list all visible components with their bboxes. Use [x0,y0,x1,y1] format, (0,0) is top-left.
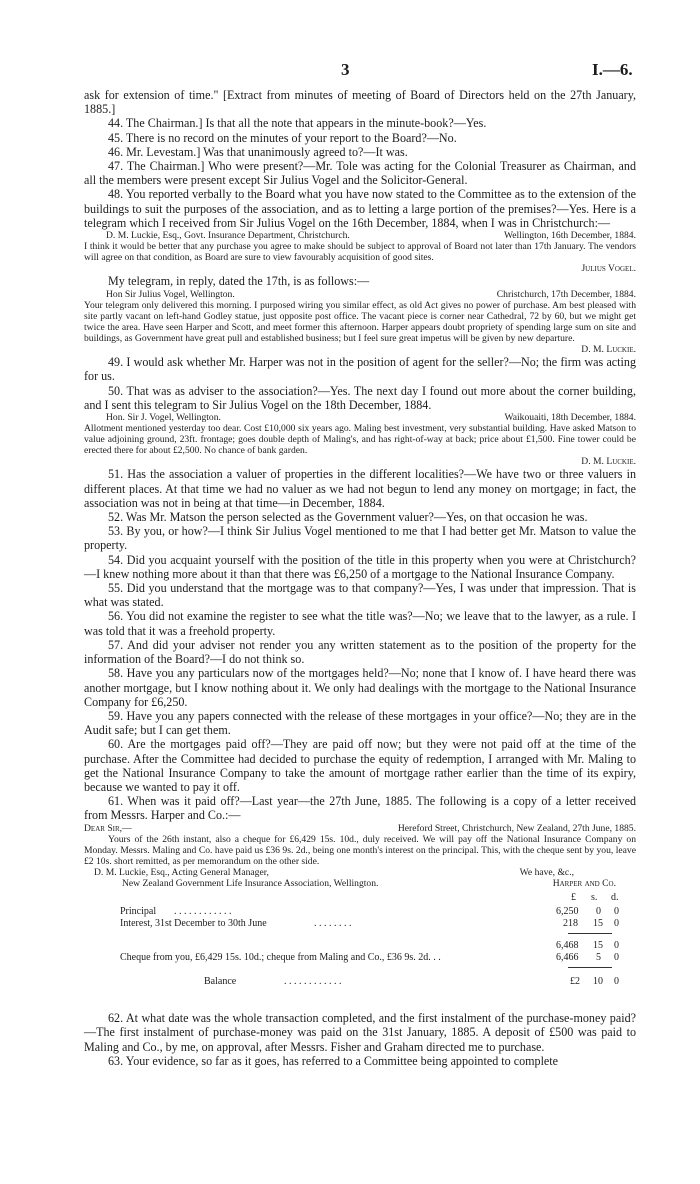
row-cheques-shillings: 5 [596,952,601,964]
telegram-3-addressee: Hon. Sir J. Vogel, Wellington. [106,411,221,423]
question-51: 51. Has the association a valuer of properties in the different localities?—We have two or three valuers in different places. At that time we had no valuer as we had not begun to lend any money on mortgage; in fact, the association was not in being at that time—in December, 1884. [84,467,636,510]
row-balance-label: Balance [204,976,237,988]
letter-text: Yours of the 26th instant, also a cheque for £6,429 15s. 10d., duly received. We will pay off the National Insurance Company on Monday. Messrs. Maling and Co. have paid us £36 9s. 2d., being one month's interest on the principal. This, with the cheque sent by you, leave £2 10s. short remitted, as per memorandum on the other side. [84,833,636,867]
telegram-1 [84,230,636,274]
telegram-1-place-date: Wellington, 16th December, 1884. [503,230,636,242]
question-57: 57. And did your adviser not render you any written statement as to the position of the property for the information of the Board?—I do not think so. [84,637,636,667]
page-reference: I.—6. [592,60,633,79]
question-54: 54. Did you acquaint yourself with the position of the title in this property when you were at Christchurch?—I knew nothing more about it than that there was £6,250 of a mortgage to the National Insurance Company. [84,552,636,581]
letter-place-date: Hereford Street, Christchurch, New Zealand, 27th June, 1885. [397,822,636,834]
document-body [84,88,636,1068]
row-principal-leader: . . . . . . . . . . . . [174,906,232,918]
question-53: 53. By you, or how?—I think Sir Julius Vogel mentioned to me that I had better get Mr. Matson to value the property. [84,524,636,553]
row-interest-label: Interest, 31st December to 30th June [120,918,267,930]
telegram-2-text: Your telegram only delivered this morning. I purposed wiring you similar effect, as old Act gives no power of purchase. Am best pleased with site partly vacant on left-hand Godley statue, just opposite post office. The vacant piece is corner near Cathedral, 72 by 60, but we might get twice the area. Have seen Harper and Scott, and meet former this afternoon. Harper appears doubt propriety of spending large sum on site and buildings, as Government have great pull and established business; but I feel sure great impetus will be given by new departure. [84,299,636,344]
question-63: 63. Your evidence, so far as it goes, has referred to a Committee being appointed to complete [108,1053,559,1068]
question-48: 48. You reported verbally to the Board what you have now stated to the Committee as to the extension of the buildings to suit the purposes of the association, and as to letting a large portion of the premises?—Yes. Here is a telegram which I received from Sir Julius Vogel on the 16th December, 1884, when I was in Christchurch:— [84,187,636,230]
question-60: 60. Are the mortgages paid off?—They are paid off now; but they were not paid off at the time of the purchase. After the Committee had decided to purchase the equity of redemption, I arranged with Mr. Maling to get the National Insurance Company to take the amount of mortgage rather earlier than the time of its expiry, because we wanted to pay it off. [84,737,636,794]
telegram-1-addressee: D. M. Luckie, Esq., Govt. Insurance Department, Christchurch. [106,230,350,242]
question-58: 58. Have you any particulars now of the mortgages held?—No; none that I know of. I have heard there was another mortgage, but I know nothing about it. We only had dealings with the mortgage to the National Insurance Company for £6,250. [84,666,636,709]
row-principal-pounds: 6,250 [556,906,579,918]
row-cheques-pounds: 6,466 [556,952,579,964]
question-61: 61. When was it paid off?—Last year—the 27th June, 1885. The following is a copy of a letter received from Messrs. Harper and Co.:— [84,794,636,823]
row-principal-label: Principal [120,906,157,918]
telegram-2 [84,289,636,356]
question-47: 47. The Chairman.] Who were present?—Mr. Tole was acting for the Colonial Treasurer as Chairman, and all the members were present except Sir Julius Vogel and the Solicitor-General. [84,159,636,188]
paragraph-extract: ask for extension of time." [Extract from minutes of meeting of Board of Directors held on the 27th January, 1885.] [84,88,636,117]
question-56: 56. You did not examine the register to see what the title was?—No; we leave that to the lawyer, as a rule. I was told that it was a freehold property. [84,609,636,638]
letter-closing: We have, &c., [519,866,574,878]
letter-addressee: D. M. Luckie, Esq., Acting General Manager, [94,866,269,878]
telegram-2-signature: D. M. Luckie. [581,344,636,356]
question-45: 45. There is no record on the minutes of your report to the Board?—No. [108,130,457,145]
col-pounds-header: £ [571,892,576,904]
question-62: 62. At what date was the whole transaction completed, and the first instalment of the purchase-money paid?—The first instalment of purchase-money was paid on the 31st January, 1885. A deposit of £500 was paid to Maling and Co., by me, on approval, after Messrs. Fisher and Graham directed me to purchase. [84,1011,636,1054]
account-table [84,891,636,1009]
row-cheques-label: Cheque from you, £6,429 15s. 10d.; cheque from Maling and Co., £36 9s. 2d. . . [120,952,441,964]
subtotal-rule [568,933,612,934]
row-interest-pounds: 218 [563,918,578,930]
balance-rule [568,967,612,968]
telegram-3-signature: D. M. Luckie. [581,456,636,468]
telegram-1-signature: Julius Vogel. [581,263,636,275]
telegram-2-place-date: Christchurch, 17th December, 1884. [496,288,636,300]
row-interest-pence: 0 [614,918,619,930]
question-44: 44. The Chairman.] Is that all the note that appears in the minute-book?—Yes. [108,116,487,131]
question-59: 59. Have you any papers connected with the release of these mortgages in your office?—No; they are in the Audit safe; but I can get them. [84,708,636,738]
question-49: 49. I would ask whether Mr. Harper was not in the position of agent for the seller?—No; the firm was acting for us. [84,355,636,384]
telegram-1-text: I think it would be better that any purchase you agree to make should be subject to approval of Board not later than 17th January. The vendors will agree on that condition, as Board are sure to view favourably acquisition of good sites. [84,241,636,264]
letter [84,823,636,890]
question-55: 55. Did you understand that the mortgage was to that company?—Yes, I was under that impression. That is what was stated. [84,581,636,610]
row-balance-pounds: £2 [570,976,580,988]
row-balance-shillings: 10 [593,976,603,988]
letter-addressee-org: New Zealand Government Life Insurance Association, Wellington. [122,878,379,889]
col-shillings-header: s. [591,892,598,904]
question-50: 50. That was as adviser to the association?—Yes. The next day I found out more about the corner building, and I sent this telegram to Sir Julius Vogel on the 18th December, 1884. [84,383,636,412]
col-pence-header: d. [611,892,619,904]
row-balance-pence: 0 [614,976,619,988]
row-principal-pence: 0 [614,906,619,918]
row-subtotal-shillings: 15 [593,940,603,952]
letter-salutation: Dear Sir,— [84,822,132,834]
reply-intro: My telegram, in reply, dated the 17th, is as follows:— [108,274,370,289]
telegram-3-place-date: Waikouaiti, 18th December, 1884. [504,411,636,423]
letter-signature: Harper and Co. [552,878,616,889]
row-interest-leader: . . . . . . . . [314,918,352,930]
question-52: 52. Was Mr. Matson the person selected as the Government valuer?—Yes, on that occasion he was. [108,510,588,525]
row-cheques-pence: 0 [614,952,619,964]
row-balance-leader: . . . . . . . . . . . . [284,976,342,988]
row-subtotal-pounds: 6,468 [556,940,579,952]
question-46: 46. Mr. Levestam.] Was that unanimously agreed to?—It was. [108,144,408,159]
telegram-2-addressee: Hon Sir Julius Vogel, Wellington. [106,288,235,300]
page-number: 3 [341,60,350,79]
telegram-3-text: Allotment mentioned yesterday too dear. Cost £10,000 six years ago. Maling best investment, very substantial building. Have asked Matson to value adjoining ground, 23ft. frontage; goes double depth of Maling's, and has right-of-way at back; price about £1,500. Fine tower could be erected there for about £2,500. No chance of bank garden. [84,423,636,457]
row-principal-shillings: 0 [596,906,601,918]
row-interest-shillings: 15 [593,918,603,930]
row-subtotal-pence: 0 [614,940,619,952]
telegram-3 [84,412,636,467]
